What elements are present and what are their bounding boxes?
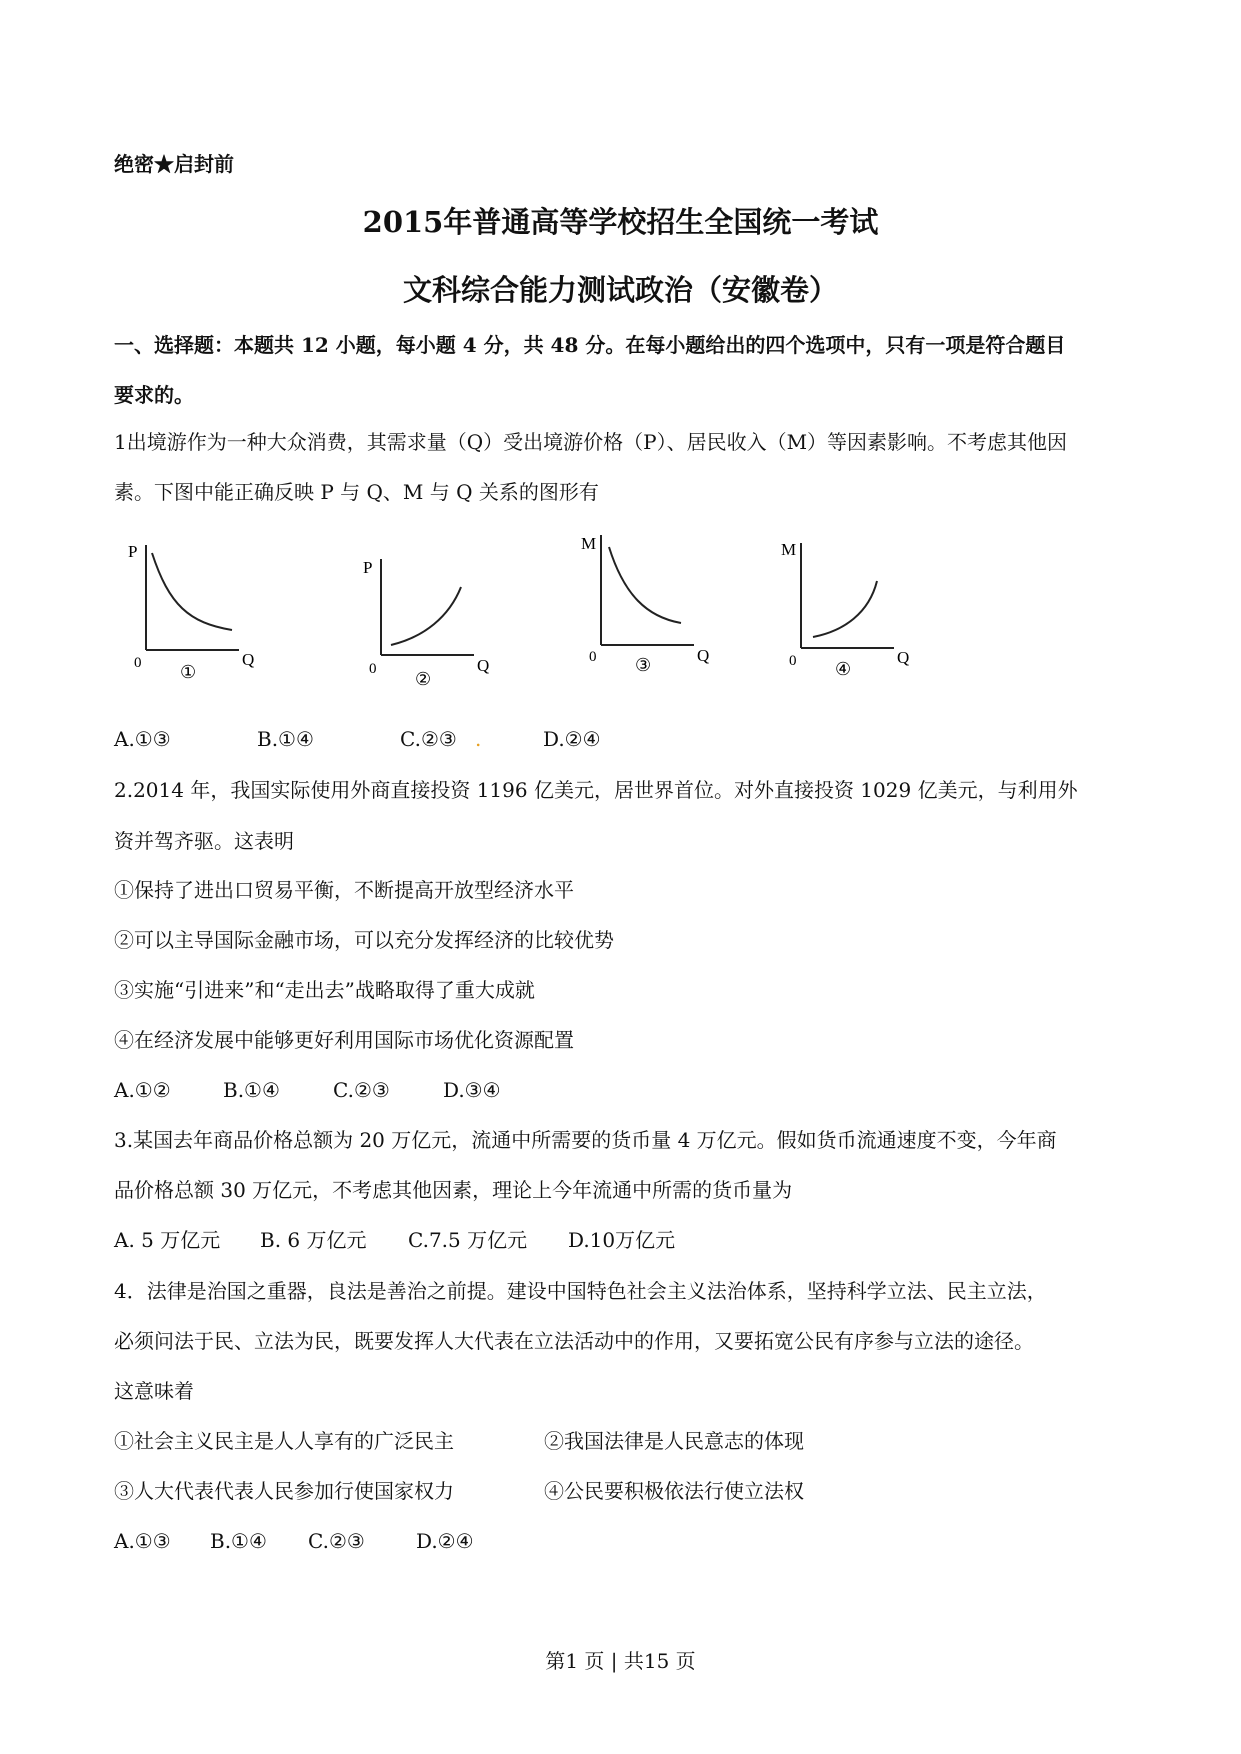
graph-2-label: ②: [415, 669, 432, 690]
q4-item-1: ①社会主义民主是人人享有的广泛民主: [114, 1429, 454, 1453]
q2-text-line2: 资并驾齐驱。这表明: [114, 829, 294, 853]
q2-item-4: ④在经济发展中能够更好利用国际市场优化资源配置: [114, 1028, 574, 1052]
q1-text-line2: 素。下图中能正确反映 P 与 Q、M 与 Q 关系的图形有: [114, 480, 599, 504]
q3-option-a[interactable]: A. 5 万亿元: [114, 1228, 221, 1252]
confidential-label: 绝密★启封前: [114, 152, 234, 176]
q2-item-1: ①保持了进出口贸易平衡，不断提高开放型经济水平: [114, 878, 574, 902]
section-heading-line1: 一、选择题：本题共 12 小题，每小题 4 分，共 48 分。在每小题给出的四个选项中，只有一项是符合题目: [114, 333, 1066, 357]
graph-4-x-label: Q: [897, 648, 910, 667]
q4-text-line2: 必须问法于民、立法为民，既要发挥人大代表在立法活动中的作用，又要拓宽公民有序参与立法的途径。: [114, 1329, 1034, 1353]
graph-4-y-label: M: [781, 540, 797, 559]
q4-option-a[interactable]: A.①③: [114, 1529, 171, 1553]
q3-option-d[interactable]: D.10万亿元: [568, 1228, 676, 1252]
graph-1-y-label: P: [128, 542, 138, 561]
graph-2-origin: 0: [369, 661, 377, 677]
q1-graph-2: [349, 535, 489, 695]
q1-option-d[interactable]: D.②④: [543, 727, 601, 751]
graph-1-x-label: Q: [242, 650, 255, 669]
q4-items-row1: [114, 1431, 804, 1451]
graph-1-label: ①: [180, 662, 197, 683]
q2-option-a[interactable]: A.①②: [114, 1078, 171, 1102]
graph-4-origin: 0: [789, 653, 797, 669]
q2-option-d[interactable]: D.③④: [443, 1078, 501, 1102]
q3-text-line2: 品价格总额 30 万亿元，不考虑其他因素，理论上今年流通中所需的货币量为: [114, 1178, 793, 1202]
q1-text-line1: 1出境游作为一种大众消费，其需求量（Q）受出境游价格（P）、居民收入（M）等因素影响。不考虑其他因: [114, 430, 1068, 454]
q4-option-d[interactable]: D.②④: [416, 1529, 474, 1553]
graph-1-origin: 0: [134, 655, 142, 671]
q2-text-line1: 2.2014 年，我国实际使用外商直接投资 1196 亿美元，居世界首位。对外直接投资 1029 亿美元，与利用外: [114, 778, 1078, 802]
page-footer: 第1 页 | 共15 页: [545, 1649, 696, 1673]
q3-option-c[interactable]: C.7.5 万亿元: [408, 1228, 528, 1252]
graph-3-origin: 0: [589, 649, 597, 665]
q4-item-2: ②我国法律是人民意志的体现: [544, 1429, 804, 1453]
graph-3-x-label: Q: [697, 646, 710, 665]
q2-option-b[interactable]: B.①④: [223, 1078, 280, 1102]
section-heading-line2: 要求的。: [114, 383, 194, 407]
graph-3-label: ③: [635, 655, 652, 676]
q1-option-a[interactable]: A.①③: [114, 727, 171, 751]
q2-option-c[interactable]: C.②③: [333, 1078, 390, 1102]
q4-items-row2: [114, 1481, 804, 1501]
q2-item-2: ②可以主导国际金融市场，可以充分发挥经济的比较优势: [114, 928, 614, 952]
graph-2-x-label: Q: [477, 656, 490, 675]
q1-orange-dot: .: [475, 727, 482, 751]
q4-item-4: ④公民要积极依法行使立法权: [544, 1479, 804, 1503]
q2-options: [114, 1080, 501, 1100]
q3-option-b[interactable]: B. 6 万亿元: [260, 1228, 367, 1252]
q1-option-c[interactable]: C.②③: [400, 727, 457, 751]
q1-graph-3: [569, 535, 709, 695]
q4-options: [114, 1531, 474, 1551]
q1-option-b[interactable]: B.①④: [257, 727, 314, 751]
q1-graph-1: [114, 535, 254, 695]
q4-text-line3: 这意味着: [114, 1379, 194, 1403]
graph-2-y-label: P: [363, 558, 373, 577]
q4-item-3: ③人大代表代表人民参加行使国家权力: [114, 1479, 454, 1503]
q4-option-b[interactable]: B.①④: [210, 1529, 267, 1553]
q4-text-line1: 4．法律是治国之重器，良法是善治之前提。建设中国特色社会主义法治体系，坚持科学立法、民主立法，: [114, 1279, 1047, 1303]
q3-text-line1: 3.某国去年商品价格总额为 20 万亿元，流通中所需要的货币量 4 万亿元。假如货币流通速度不变，今年商: [114, 1128, 1057, 1152]
q1-graphs: [114, 535, 1014, 695]
exam-subtitle: 文科综合能力测试政治（安徽卷）: [402, 273, 838, 307]
q4-option-c[interactable]: C.②③: [308, 1529, 365, 1553]
graph-3-y-label: M: [581, 534, 597, 553]
graph-4-label: ④: [835, 659, 852, 680]
exam-title: 2015年普通高等学校招生全国统一考试: [362, 205, 879, 239]
q2-item-3: ③实施“引进来”和“走出去”战略取得了重大成就: [114, 978, 535, 1002]
q1-options: [114, 729, 601, 749]
q1-graph-4: [769, 535, 909, 695]
q3-options: [114, 1230, 675, 1250]
